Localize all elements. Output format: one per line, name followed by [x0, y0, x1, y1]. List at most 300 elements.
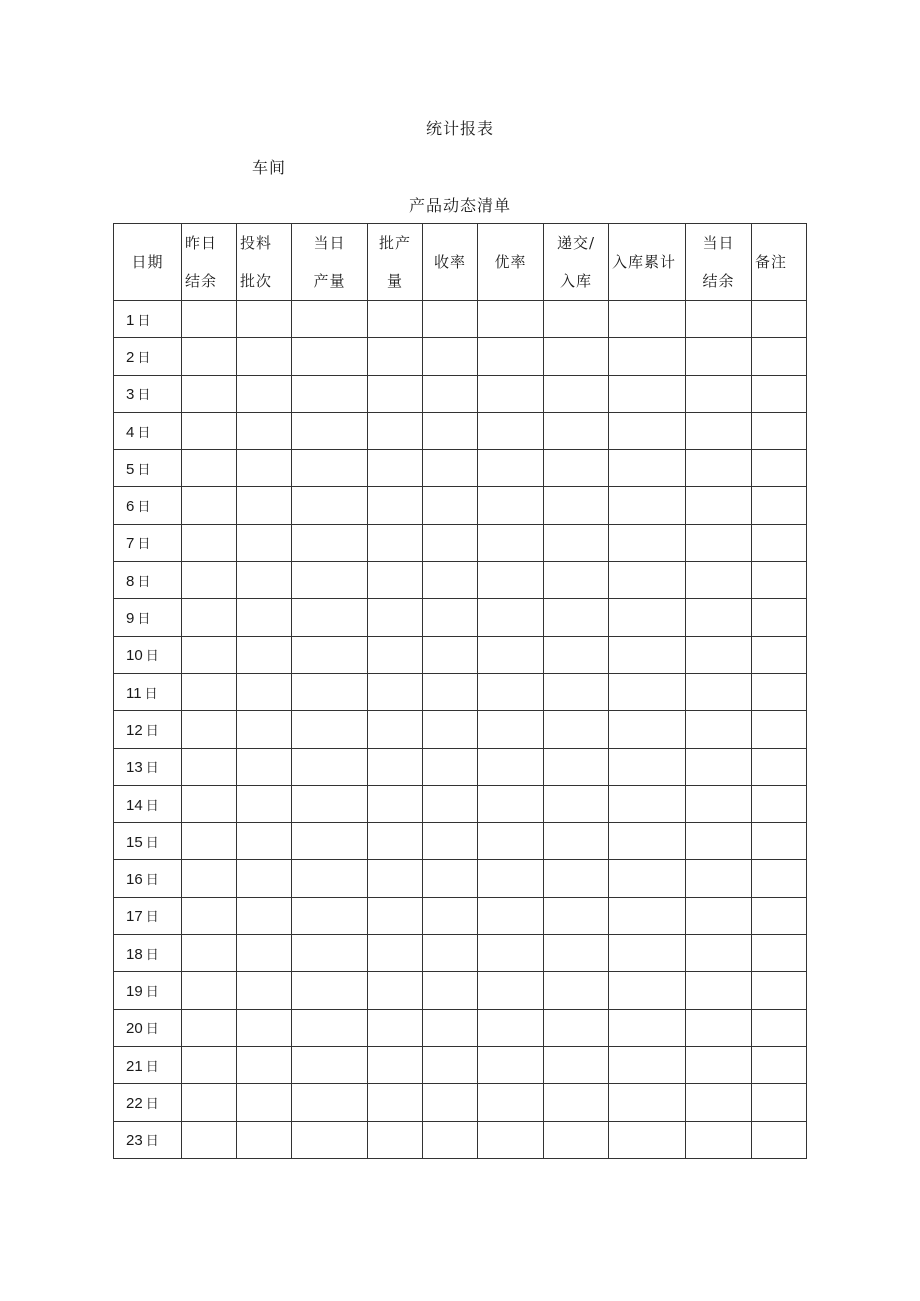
cell-yesterday-balance: [182, 1121, 237, 1158]
day-number: 6: [126, 498, 135, 516]
day-cell: [114, 338, 182, 375]
cell-submit-storage: [544, 450, 609, 487]
cell-batch-output: [368, 487, 423, 524]
cell-storage-total: [609, 860, 686, 897]
cell-daily-balance: [686, 375, 752, 412]
cell-storage-total: [609, 673, 686, 710]
day-unit: 日: [145, 723, 159, 739]
cell-feed-batch: [237, 673, 292, 710]
table-row: [114, 562, 807, 599]
cell-yield-rate: [423, 897, 478, 934]
cell-daily-balance: [686, 935, 752, 972]
cell-storage-total: [609, 972, 686, 1009]
cell-daily-balance: [686, 673, 752, 710]
cell-feed-batch: [237, 450, 292, 487]
cell-feed-batch: [237, 636, 292, 673]
cell-batch-output: [368, 1046, 423, 1083]
cell-yesterday-balance: [182, 487, 237, 524]
cell-remarks: [752, 562, 807, 599]
cell-quality-rate: [478, 1009, 544, 1046]
cell-storage-total: [609, 711, 686, 748]
cell-quality-rate: [478, 1046, 544, 1083]
cell-submit-storage: [544, 785, 609, 822]
cell-feed-batch: [237, 562, 292, 599]
cell-quality-rate: [478, 860, 544, 897]
cell-remarks: [752, 375, 807, 412]
cell-daily-output: [292, 636, 368, 673]
cell-submit-storage: [544, 860, 609, 897]
cell-storage-total: [609, 375, 686, 412]
cell-daily-output: [292, 785, 368, 822]
cell-daily-output: [292, 1046, 368, 1083]
cell-storage-total: [609, 524, 686, 561]
cell-daily-balance: [686, 562, 752, 599]
cell-yesterday-balance: [182, 375, 237, 412]
cell-yesterday-balance: [182, 711, 237, 748]
cell-yield-rate: [423, 636, 478, 673]
cell-remarks: [752, 524, 807, 561]
cell-batch-output: [368, 1121, 423, 1158]
day-cell: [114, 673, 182, 710]
day-cell: [114, 636, 182, 673]
day-cell: [114, 823, 182, 860]
day-number: 18: [126, 945, 143, 963]
table-row: [114, 935, 807, 972]
day-number: 20: [126, 1020, 143, 1038]
cell-storage-total: [609, 562, 686, 599]
day-cell: [114, 711, 182, 748]
day-cell: [114, 1084, 182, 1121]
cell-yesterday-balance: [182, 562, 237, 599]
cell-remarks: [752, 450, 807, 487]
day-unit: 日: [145, 910, 159, 926]
table-row: [114, 487, 807, 524]
cell-feed-batch: [237, 301, 292, 338]
day-number: 1: [126, 311, 135, 329]
day-number: 2: [126, 348, 135, 366]
cell-submit-storage: [544, 897, 609, 934]
cell-feed-batch: [237, 935, 292, 972]
cell-daily-output: [292, 487, 368, 524]
day-number: 5: [126, 460, 135, 478]
cell-submit-storage: [544, 338, 609, 375]
day-unit: 日: [145, 984, 159, 1000]
cell-yesterday-balance: [182, 599, 237, 636]
table-row: [114, 860, 807, 897]
day-number: 14: [126, 796, 143, 814]
cell-submit-storage: [544, 301, 609, 338]
cell-submit-storage: [544, 636, 609, 673]
cell-quality-rate: [478, 711, 544, 748]
table-row: [114, 338, 807, 375]
cell-storage-total: [609, 1009, 686, 1046]
cell-yield-rate: [423, 450, 478, 487]
day-number: 4: [126, 423, 135, 441]
cell-remarks: [752, 972, 807, 1009]
cell-remarks: [752, 748, 807, 785]
cell-yesterday-balance: [182, 823, 237, 860]
cell-storage-total: [609, 338, 686, 375]
cell-yield-rate: [423, 1084, 478, 1121]
day-unit: 日: [145, 1022, 159, 1038]
cell-feed-batch: [237, 412, 292, 449]
cell-quality-rate: [478, 487, 544, 524]
cell-yield-rate: [423, 711, 478, 748]
cell-remarks: [752, 636, 807, 673]
cell-yield-rate: [423, 1121, 478, 1158]
cell-batch-output: [368, 972, 423, 1009]
cell-yesterday-balance: [182, 1084, 237, 1121]
cell-yesterday-balance: [182, 785, 237, 822]
cell-yesterday-balance: [182, 860, 237, 897]
cell-batch-output: [368, 375, 423, 412]
cell-batch-output: [368, 860, 423, 897]
cell-yield-rate: [423, 785, 478, 822]
cell-batch-output: [368, 636, 423, 673]
table-row: [114, 897, 807, 934]
cell-quality-rate: [478, 785, 544, 822]
cell-daily-balance: [686, 338, 752, 375]
day-number: 22: [126, 1094, 143, 1112]
cell-remarks: [752, 1121, 807, 1158]
cell-quality-rate: [478, 1084, 544, 1121]
cell-storage-total: [609, 450, 686, 487]
cell-daily-balance: [686, 450, 752, 487]
cell-batch-output: [368, 935, 423, 972]
table-row: [114, 748, 807, 785]
day-number: 7: [126, 535, 135, 553]
cell-batch-output: [368, 1084, 423, 1121]
cell-quality-rate: [478, 524, 544, 561]
cell-batch-output: [368, 823, 423, 860]
cell-batch-output: [368, 301, 423, 338]
cell-storage-total: [609, 1121, 686, 1158]
day-unit: 日: [137, 500, 151, 516]
cell-quality-rate: [478, 1121, 544, 1158]
product-status-table: [113, 223, 807, 1159]
cell-daily-balance: [686, 1046, 752, 1083]
cell-remarks: [752, 1084, 807, 1121]
cell-submit-storage: [544, 412, 609, 449]
header-quality-rate: 优率: [478, 224, 544, 301]
cell-daily-output: [292, 450, 368, 487]
cell-daily-output: [292, 412, 368, 449]
day-number: 12: [126, 721, 143, 739]
cell-yield-rate: [423, 860, 478, 897]
cell-yield-rate: [423, 487, 478, 524]
cell-storage-total: [609, 487, 686, 524]
cell-storage-total: [609, 748, 686, 785]
cell-daily-balance: [686, 524, 752, 561]
cell-submit-storage: [544, 487, 609, 524]
cell-remarks: [752, 412, 807, 449]
cell-submit-storage: [544, 972, 609, 1009]
cell-yesterday-balance: [182, 450, 237, 487]
cell-feed-batch: [237, 1121, 292, 1158]
cell-daily-output: [292, 711, 368, 748]
cell-daily-balance: [686, 972, 752, 1009]
table-row: [114, 450, 807, 487]
table-row: [114, 1046, 807, 1083]
day-number: 9: [126, 610, 135, 628]
day-number: 10: [126, 647, 143, 665]
cell-daily-output: [292, 897, 368, 934]
day-number: 3: [126, 386, 135, 404]
cell-yield-rate: [423, 412, 478, 449]
day-unit: 日: [145, 1059, 159, 1075]
cell-daily-output: [292, 562, 368, 599]
header-yesterday-balance: 昨日 结余: [182, 224, 237, 301]
cell-submit-storage: [544, 1009, 609, 1046]
cell-remarks: [752, 301, 807, 338]
cell-feed-batch: [237, 338, 292, 375]
cell-batch-output: [368, 412, 423, 449]
cell-quality-rate: [478, 562, 544, 599]
header-daily-output: 当日 产量: [292, 224, 368, 301]
cell-storage-total: [609, 412, 686, 449]
day-unit: 日: [145, 649, 159, 665]
cell-quality-rate: [478, 375, 544, 412]
cell-quality-rate: [478, 636, 544, 673]
table-row: [114, 301, 807, 338]
cell-quality-rate: [478, 599, 544, 636]
cell-yesterday-balance: [182, 673, 237, 710]
header-remarks: 备注: [752, 224, 807, 301]
day-number: 23: [126, 1132, 143, 1150]
cell-feed-batch: [237, 860, 292, 897]
cell-submit-storage: [544, 823, 609, 860]
cell-yield-rate: [423, 748, 478, 785]
cell-quality-rate: [478, 301, 544, 338]
cell-feed-batch: [237, 711, 292, 748]
header-yield-rate: 收率: [423, 224, 478, 301]
cell-yield-rate: [423, 972, 478, 1009]
cell-remarks: [752, 823, 807, 860]
table-subtitle: 产品动态清单: [408, 196, 511, 215]
day-cell: [114, 785, 182, 822]
cell-daily-balance: [686, 860, 752, 897]
table-row: [114, 599, 807, 636]
cell-yield-rate: [423, 524, 478, 561]
cell-daily-output: [292, 375, 368, 412]
table-row: [114, 1084, 807, 1121]
cell-remarks: [752, 897, 807, 934]
cell-yesterday-balance: [182, 636, 237, 673]
header-feed-batch: 投料 批次: [237, 224, 292, 301]
cell-submit-storage: [544, 1046, 609, 1083]
cell-batch-output: [368, 562, 423, 599]
day-number: 19: [126, 982, 143, 1000]
cell-yield-rate: [423, 301, 478, 338]
cell-batch-output: [368, 450, 423, 487]
cell-batch-output: [368, 524, 423, 561]
cell-storage-total: [609, 785, 686, 822]
cell-remarks: [752, 673, 807, 710]
table-row: [114, 636, 807, 673]
header-submit-storage: 递交/ 入库: [544, 224, 609, 301]
cell-submit-storage: [544, 562, 609, 599]
cell-submit-storage: [544, 375, 609, 412]
day-cell: [114, 935, 182, 972]
cell-daily-output: [292, 338, 368, 375]
cell-yesterday-balance: [182, 935, 237, 972]
cell-daily-output: [292, 599, 368, 636]
cell-yesterday-balance: [182, 897, 237, 934]
cell-submit-storage: [544, 935, 609, 972]
cell-daily-output: [292, 860, 368, 897]
cell-feed-batch: [237, 823, 292, 860]
day-cell: [114, 1121, 182, 1158]
cell-daily-output: [292, 972, 368, 1009]
cell-yield-rate: [423, 375, 478, 412]
cell-feed-batch: [237, 897, 292, 934]
cell-remarks: [752, 860, 807, 897]
day-cell: [114, 487, 182, 524]
cell-feed-batch: [237, 375, 292, 412]
cell-batch-output: [368, 711, 423, 748]
day-unit: 日: [145, 947, 159, 963]
day-cell: [114, 450, 182, 487]
day-number: 13: [126, 759, 143, 777]
cell-submit-storage: [544, 1084, 609, 1121]
report-title: 统计报表: [425, 119, 494, 138]
cell-feed-batch: [237, 1009, 292, 1046]
day-cell: [114, 972, 182, 1009]
cell-feed-batch: [237, 785, 292, 822]
day-unit: 日: [137, 425, 151, 441]
cell-quality-rate: [478, 412, 544, 449]
cell-batch-output: [368, 673, 423, 710]
cell-submit-storage: [544, 748, 609, 785]
cell-storage-total: [609, 823, 686, 860]
day-cell: [114, 524, 182, 561]
cell-remarks: [752, 338, 807, 375]
day-cell: [114, 301, 182, 338]
cell-feed-batch: [237, 748, 292, 785]
day-unit: 日: [137, 462, 151, 478]
day-number: 16: [126, 871, 143, 889]
cell-yesterday-balance: [182, 524, 237, 561]
cell-daily-output: [292, 1121, 368, 1158]
cell-daily-balance: [686, 636, 752, 673]
cell-batch-output: [368, 785, 423, 822]
cell-batch-output: [368, 599, 423, 636]
cell-storage-total: [609, 1046, 686, 1083]
cell-daily-balance: [686, 1009, 752, 1046]
cell-quality-rate: [478, 673, 544, 710]
cell-feed-batch: [237, 1046, 292, 1083]
cell-yesterday-balance: [182, 412, 237, 449]
day-cell: [114, 1046, 182, 1083]
cell-quality-rate: [478, 823, 544, 860]
cell-quality-rate: [478, 897, 544, 934]
cell-yield-rate: [423, 823, 478, 860]
cell-remarks: [752, 599, 807, 636]
cell-daily-balance: [686, 1121, 752, 1158]
day-cell: [114, 860, 182, 897]
cell-daily-output: [292, 301, 368, 338]
day-unit: 日: [137, 388, 151, 404]
cell-remarks: [752, 487, 807, 524]
cell-yesterday-balance: [182, 338, 237, 375]
header-row: [114, 224, 807, 301]
day-unit: 日: [145, 1096, 159, 1112]
header-storage-total: 入库累计: [609, 224, 686, 301]
cell-daily-balance: [686, 897, 752, 934]
table-row: [114, 673, 807, 710]
day-cell: [114, 412, 182, 449]
day-unit: 日: [137, 350, 151, 366]
table-row: [114, 1009, 807, 1046]
day-cell: [114, 599, 182, 636]
cell-storage-total: [609, 1084, 686, 1121]
day-unit: 日: [145, 798, 159, 814]
cell-remarks: [752, 1046, 807, 1083]
day-unit: 日: [137, 612, 151, 628]
cell-daily-output: [292, 823, 368, 860]
cell-daily-balance: [686, 711, 752, 748]
cell-submit-storage: [544, 599, 609, 636]
header-daily-balance: 当日 结余: [686, 224, 752, 301]
cell-remarks: [752, 1009, 807, 1046]
cell-daily-output: [292, 524, 368, 561]
table-row: [114, 375, 807, 412]
day-unit: 日: [145, 1134, 159, 1150]
cell-batch-output: [368, 748, 423, 785]
table-row: [114, 785, 807, 822]
cell-yesterday-balance: [182, 1009, 237, 1046]
day-number: 8: [126, 572, 135, 590]
cell-daily-output: [292, 935, 368, 972]
day-unit: 日: [137, 574, 151, 590]
day-cell: [114, 897, 182, 934]
table-row: [114, 972, 807, 1009]
workshop-label: 车间: [252, 158, 287, 177]
cell-storage-total: [609, 636, 686, 673]
cell-quality-rate: [478, 338, 544, 375]
cell-feed-batch: [237, 599, 292, 636]
cell-batch-output: [368, 1009, 423, 1046]
cell-yield-rate: [423, 562, 478, 599]
cell-quality-rate: [478, 748, 544, 785]
table-row: [114, 412, 807, 449]
cell-yield-rate: [423, 1046, 478, 1083]
cell-feed-batch: [237, 1084, 292, 1121]
day-unit: 日: [137, 537, 151, 553]
cell-daily-output: [292, 1009, 368, 1046]
cell-quality-rate: [478, 935, 544, 972]
cell-yield-rate: [423, 673, 478, 710]
cell-batch-output: [368, 338, 423, 375]
cell-storage-total: [609, 897, 686, 934]
cell-daily-balance: [686, 599, 752, 636]
cell-submit-storage: [544, 1121, 609, 1158]
cell-yesterday-balance: [182, 748, 237, 785]
header-batch-output: 批产 量: [368, 224, 423, 301]
header-date: 日期: [114, 224, 182, 301]
cell-batch-output: [368, 897, 423, 934]
cell-daily-balance: [686, 785, 752, 822]
table-row: [114, 711, 807, 748]
day-unit: 日: [145, 835, 159, 851]
day-number: 21: [126, 1057, 143, 1075]
table-row: [114, 823, 807, 860]
day-cell: [114, 375, 182, 412]
day-number: 17: [126, 908, 143, 926]
day-unit: 日: [144, 686, 158, 702]
cell-daily-balance: [686, 748, 752, 785]
cell-feed-batch: [237, 487, 292, 524]
